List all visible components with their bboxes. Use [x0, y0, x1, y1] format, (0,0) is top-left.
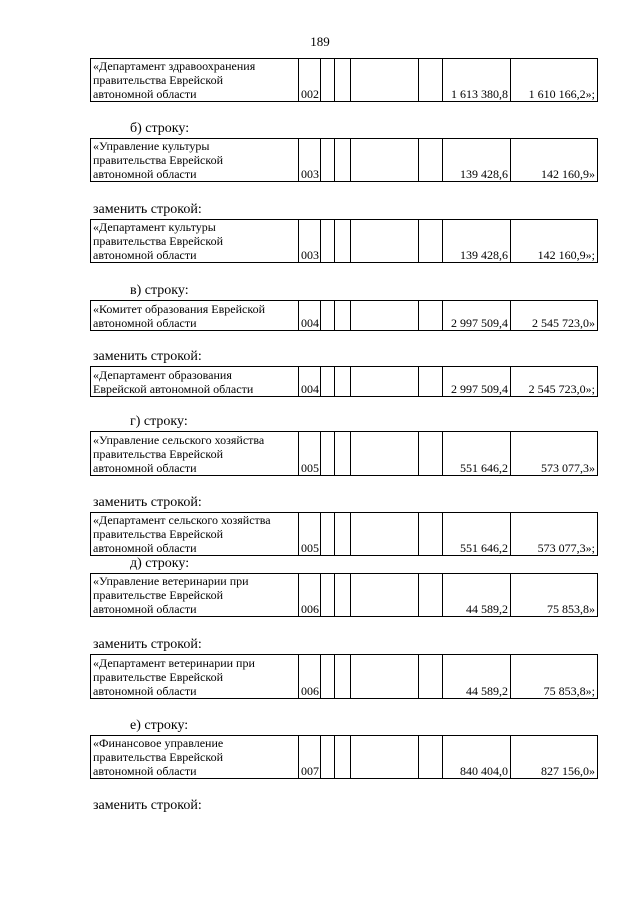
amount-cell-second: 827 156,0» — [511, 736, 598, 779]
empty-cell — [335, 220, 351, 263]
amount-cell-second: 142 160,9»; — [511, 220, 598, 263]
department-code-cell: 007 — [299, 736, 321, 779]
empty-cell — [419, 301, 443, 331]
empty-cell — [335, 301, 351, 331]
empty-cell — [351, 301, 419, 331]
empty-cell — [419, 220, 443, 263]
empty-cell — [335, 59, 351, 102]
amount-cell-first: 551 646,2 — [443, 513, 511, 556]
amount-cell-first: 139 428,6 — [443, 139, 511, 182]
amount-cell-first: 2 997 509,4 — [443, 367, 511, 397]
budget-row-table — [90, 573, 598, 617]
department-name-cell: «Департамент ветеринарии при правительстве Еврейской автономной области — [91, 655, 299, 699]
empty-cell — [335, 513, 351, 556]
empty-cell — [321, 655, 335, 699]
empty-cell — [419, 432, 443, 476]
amount-cell-second: 2 545 723,0» — [511, 301, 598, 331]
empty-cell — [335, 736, 351, 779]
department-code-cell: 006 — [299, 655, 321, 699]
budget-row-table — [90, 58, 598, 102]
amount-cell-first: 1 613 380,8 — [443, 59, 511, 102]
empty-cell — [321, 513, 335, 556]
budget-row-table — [90, 512, 598, 556]
amount-cell-second: 75 853,8» — [511, 574, 598, 617]
amount-cell-second: 1 610 166,2»; — [511, 59, 598, 102]
empty-cell — [419, 139, 443, 182]
amount-cell-first: 840 404,0 — [443, 736, 511, 779]
empty-cell — [419, 367, 443, 397]
amount-cell-second: 573 077,3»; — [511, 513, 598, 556]
amount-cell-first: 139 428,6 — [443, 220, 511, 263]
empty-cell — [351, 736, 419, 779]
section-heading: е) строку: — [130, 718, 189, 733]
budget-row-table — [90, 735, 598, 779]
amount-cell-second: 573 077,3» — [511, 432, 598, 476]
department-name-cell: «Комитет образования Еврейской автономной области — [91, 301, 299, 331]
empty-cell — [321, 220, 335, 263]
department-code-cell: 003 — [299, 220, 321, 263]
empty-cell — [335, 655, 351, 699]
section-heading: д) строку: — [130, 556, 190, 571]
budget-row-table — [90, 138, 598, 182]
budget-row-table — [90, 431, 598, 476]
department-code-cell: 004 — [299, 367, 321, 397]
empty-cell — [351, 655, 419, 699]
empty-cell — [351, 513, 419, 556]
budget-row-table — [90, 300, 598, 331]
empty-cell — [335, 574, 351, 617]
empty-cell — [321, 367, 335, 397]
section-heading: заменить строкой: — [93, 495, 202, 510]
department-code-cell: 004 — [299, 301, 321, 331]
section-heading: заменить строкой: — [93, 202, 202, 217]
department-name-cell: «Управление ветеринарии при правительстве Еврейской автономной области — [91, 574, 299, 617]
empty-cell — [321, 574, 335, 617]
department-code-cell: 005 — [299, 432, 321, 476]
department-name-cell: «Департамент образования Еврейской автономной области — [91, 367, 299, 397]
empty-cell — [335, 367, 351, 397]
section-heading: в) строку: — [130, 283, 189, 298]
empty-cell — [419, 736, 443, 779]
amount-cell-second: 2 545 723,0»; — [511, 367, 598, 397]
empty-cell — [351, 432, 419, 476]
department-name-cell: «Финансовое управление правительства Еврейской автономной области — [91, 736, 299, 779]
empty-cell — [351, 367, 419, 397]
empty-cell — [321, 736, 335, 779]
section-heading: г) строку: — [130, 414, 188, 429]
empty-cell — [335, 432, 351, 476]
department-code-cell: 002 — [299, 59, 321, 102]
budget-row-table — [90, 654, 598, 699]
empty-cell — [321, 301, 335, 331]
empty-cell — [351, 220, 419, 263]
amount-cell-first: 551 646,2 — [443, 432, 511, 476]
department-code-cell: 003 — [299, 139, 321, 182]
department-code-cell: 006 — [299, 574, 321, 617]
section-heading: б) строку: — [130, 121, 190, 136]
amount-cell-second: 75 853,8»; — [511, 655, 598, 699]
page-number: 189 — [310, 34, 330, 49]
section-heading: заменить строкой: — [93, 637, 202, 652]
amount-cell-first: 44 589,2 — [443, 574, 511, 617]
section-heading-final: заменить строкой: — [93, 798, 202, 813]
empty-cell — [351, 139, 419, 182]
section-heading: заменить строкой: — [93, 349, 202, 364]
empty-cell — [321, 139, 335, 182]
empty-cell — [419, 513, 443, 556]
budget-row-table — [90, 366, 598, 397]
empty-cell — [321, 432, 335, 476]
empty-cell — [419, 655, 443, 699]
empty-cell — [321, 59, 335, 102]
amount-cell-first: 2 997 509,4 — [443, 301, 511, 331]
empty-cell — [335, 139, 351, 182]
empty-cell — [351, 59, 419, 102]
amount-cell-first: 44 589,2 — [443, 655, 511, 699]
empty-cell — [351, 574, 419, 617]
department-code-cell: 005 — [299, 513, 321, 556]
department-name-cell: «Департамент культуры правительства Еврейской автономной области — [91, 220, 299, 263]
budget-row-table — [90, 219, 598, 263]
department-name-cell: «Управление сельского хозяйства правительства Еврейской автономной области — [91, 432, 299, 476]
department-name-cell: «Управление культуры правительства Еврейской автономной области — [91, 139, 299, 182]
empty-cell — [419, 574, 443, 617]
department-name-cell: «Департамент здравоохранения правительства Еврейской автономной области — [91, 59, 299, 102]
department-name-cell: «Департамент сельского хозяйства правительства Еврейской автономной области — [91, 513, 299, 556]
amount-cell-second: 142 160,9» — [511, 139, 598, 182]
empty-cell — [419, 59, 443, 102]
